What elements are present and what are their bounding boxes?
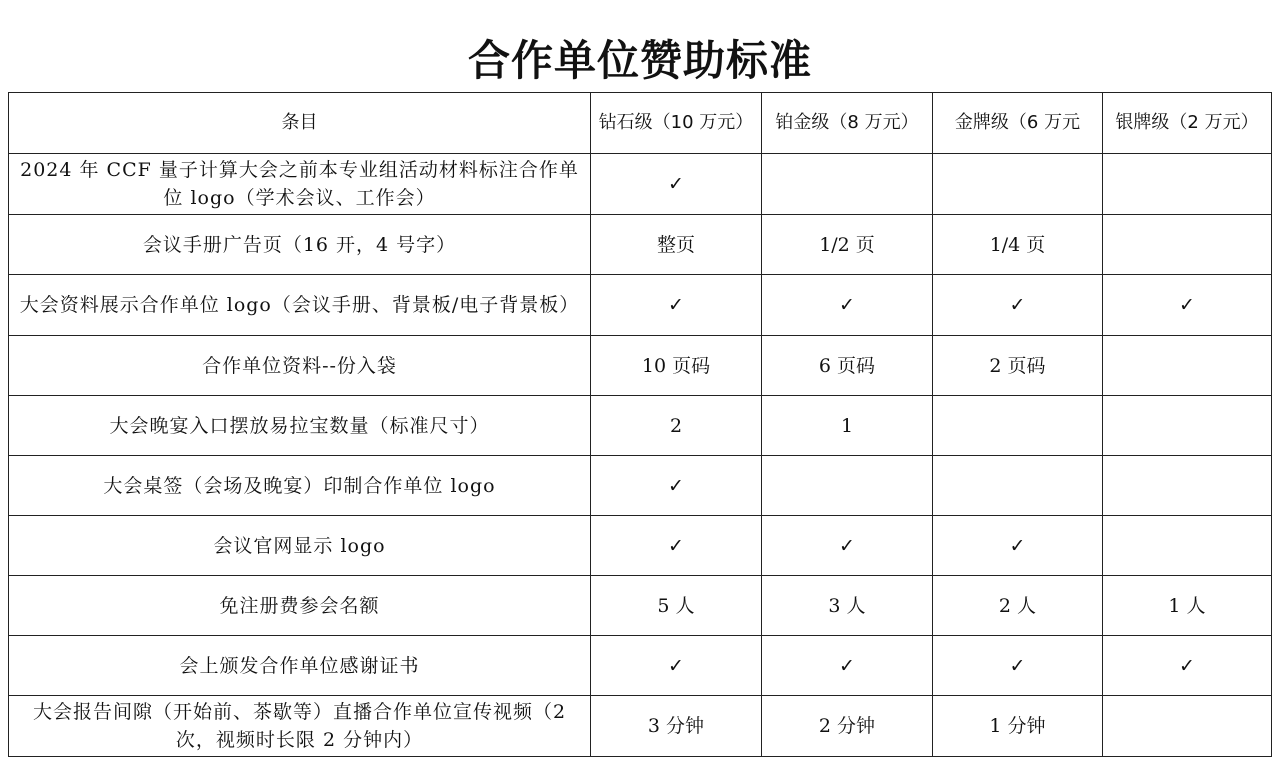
cell-platinum: 6 页码 xyxy=(762,336,933,396)
cell-platinum: 2 分钟 xyxy=(762,696,933,757)
cell-gold: 2 人 xyxy=(933,576,1103,636)
table-row xyxy=(9,636,1272,696)
cell-silver xyxy=(1103,215,1272,275)
table-row xyxy=(9,215,1272,275)
cell-platinum: 3 人 xyxy=(762,576,933,636)
cell-gold: 1 分钟 xyxy=(933,696,1103,757)
table-row xyxy=(9,456,1272,516)
cell-diamond: 2 xyxy=(591,396,762,456)
row-item-label: 大会资料展示合作单位 logo（会议手册、背景板/电子背景板） xyxy=(9,275,591,336)
cell-silver xyxy=(1103,396,1272,456)
row-item-label: 会议官网显示 logo xyxy=(9,516,591,576)
check-icon: ✓ xyxy=(591,275,762,336)
check-icon: ✓ xyxy=(591,456,762,516)
row-item-label: 2024 年 CCF 量子计算大会之前本专业组活动材料标注合作单位 logo（学术会议、工作会） xyxy=(9,154,591,215)
row-item-label: 会上颁发合作单位感谢证书 xyxy=(9,636,591,696)
check-icon: ✓ xyxy=(933,275,1103,336)
cell-silver xyxy=(1103,456,1272,516)
table-row xyxy=(9,336,1272,396)
cell-silver: 1 人 xyxy=(1103,576,1272,636)
table-row xyxy=(9,275,1272,336)
cell-diamond: 整页 xyxy=(591,215,762,275)
page-title: 合作单位赞助标准 xyxy=(467,36,812,85)
column-header-silver: 银牌级（2 万元） xyxy=(1103,93,1272,154)
table-row xyxy=(9,154,1272,215)
row-item-label: 会议手册广告页（16 开，4 号字） xyxy=(9,215,591,275)
cell-platinum: 1 xyxy=(762,396,933,456)
column-header-gold: 金牌级（6 万元 xyxy=(933,93,1103,154)
sponsorship-table xyxy=(8,92,1272,757)
column-header-platinum: 铂金级（8 万元） xyxy=(762,93,933,154)
check-icon: ✓ xyxy=(933,636,1103,696)
cell-diamond: 5 人 xyxy=(591,576,762,636)
cell-diamond: 10 页码 xyxy=(591,336,762,396)
cell-platinum: 1/2 页 xyxy=(762,215,933,275)
cell-gold: 1/4 页 xyxy=(933,215,1103,275)
check-icon: ✓ xyxy=(1103,636,1272,696)
row-item-label: 大会晚宴入口摆放易拉宝数量（标准尺寸） xyxy=(9,396,591,456)
check-icon: ✓ xyxy=(591,154,762,215)
cell-gold xyxy=(933,154,1103,215)
table-row xyxy=(9,516,1272,576)
check-icon: ✓ xyxy=(762,275,933,336)
check-icon: ✓ xyxy=(762,516,933,576)
cell-silver xyxy=(1103,336,1272,396)
table-row xyxy=(9,396,1272,456)
column-header-item: 条目 xyxy=(9,93,591,154)
check-icon: ✓ xyxy=(933,516,1103,576)
cell-silver xyxy=(1103,696,1272,757)
table-row xyxy=(9,576,1272,636)
row-item-label: 免注册费参会名额 xyxy=(9,576,591,636)
check-icon: ✓ xyxy=(1103,275,1272,336)
cell-platinum xyxy=(762,154,933,215)
column-header-diamond: 钻石级（10 万元） xyxy=(591,93,762,154)
check-icon: ✓ xyxy=(591,636,762,696)
row-item-label: 大会桌签（会场及晚宴）印制合作单位 logo xyxy=(9,456,591,516)
cell-gold xyxy=(933,456,1103,516)
cell-gold xyxy=(933,396,1103,456)
table-row xyxy=(9,696,1272,757)
cell-platinum xyxy=(762,456,933,516)
cell-diamond: 3 分钟 xyxy=(591,696,762,757)
row-item-label: 大会报告间隙（开始前、茶歇等）直播合作单位宣传视频（2 次，视频时长限 2 分钟内） xyxy=(9,696,591,757)
cell-silver xyxy=(1103,516,1272,576)
check-icon: ✓ xyxy=(762,636,933,696)
check-icon: ✓ xyxy=(591,516,762,576)
row-item-label: 合作单位资料--份入袋 xyxy=(9,336,591,396)
cell-gold: 2 页码 xyxy=(933,336,1103,396)
table-header-row xyxy=(9,93,1272,154)
cell-silver xyxy=(1103,154,1272,215)
